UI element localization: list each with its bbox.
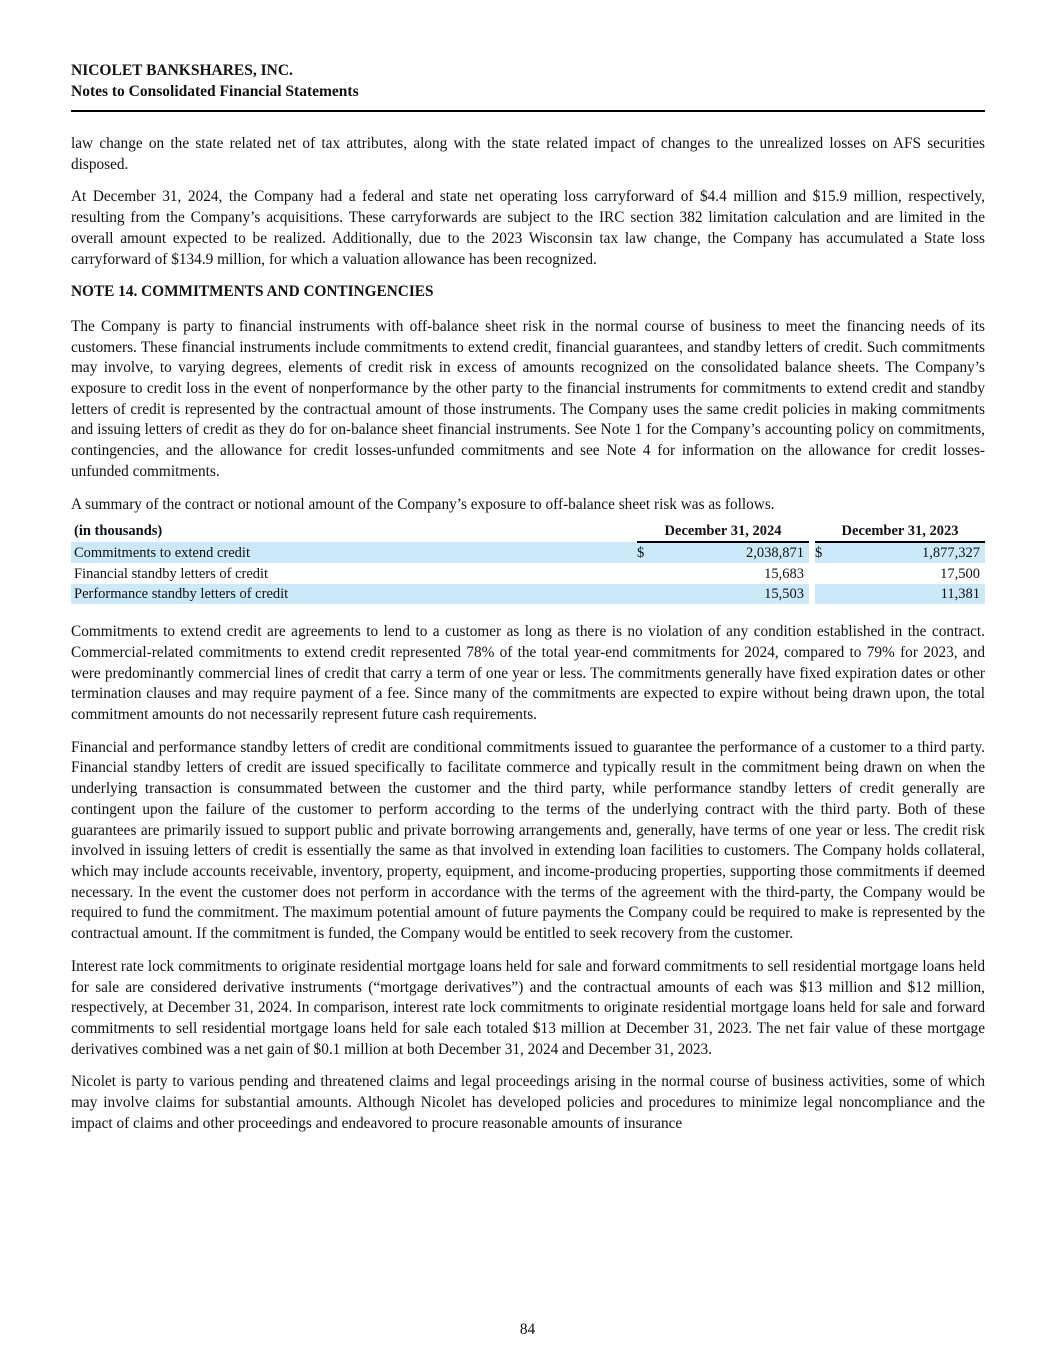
page-number: 84 [519, 1321, 536, 1338]
table-header-label: (in thousands) [74, 523, 163, 539]
value-2024: 15,683 [764, 565, 804, 582]
table-row [71, 563, 985, 584]
paragraph: law change on the state related net of tax attributes, along with the state related impact of changes to the unrealized losses on AFS securities disposed. [71, 135, 985, 173]
currency-symbol [637, 584, 655, 605]
currency-symbol [815, 563, 833, 584]
paragraph: Commitments to extend credit are agreements to lend to a customer as long as there is no violation of any condition established in the contract. Commercial-related commitments to extend credit represented 78% of the total year-end commitments for 2024, compared to 79% for 2023, and were predominantly commercial lines of credit that carry a term of one year or less. The commitments generally have fixed expiration dates or other termination clauses and may require payment of a fee. Since many of the commitments are expected to expire without being drawn upon, the total commitment amounts do not necessarily represent future cash requirements. [71, 623, 985, 724]
header-divider [71, 110, 985, 112]
paragraph: Nicolet is party to various pending and threatened claims and legal proceedings arising in the normal course of business activities, some of which may involve claims for substantial amounts. Although Nicolet has developed policies and procedures to minimize legal noncompliance and the impact of claims and other proceedings and endeavored to procure reasonable amounts of insurance [71, 1073, 985, 1132]
row-label: Performance standby letters of credit [71, 584, 637, 605]
paragraph: Financial and performance standby letters of credit are conditional commitments issued to guarantee the performance of a customer to a third party. Financial standby letters of credit are issued specifically to facilitate commerce and typically result in the commitment being drawn on when the underlying transaction is consummated between the customer and the third party, while performance standby letters of credit generally are contingent upon the failure of the customer to perform according to the terms of the underlying contract with the third party. Both of these guarantees are primarily issued to support public and private borrowing arrangements and, generally, have terms of one year or less. The credit risk involved in issuing letters of credit is essentially the same as that involved in extending loan facilities to customers. The Company holds collateral, which may include accounts receivable, inventory, property, equipment, and income-producing properties, supporting those commitments if deemed necessary. In the event the customer does not perform in accordance with the terms of the agreement with the third-party, the Company would be required to fund the commitment. The maximum potential amount of future payments the Company could be required to make is represented by the contractual amount. If the commitment is funded, the Company would be entitled to seek recovery from the customer. [71, 738, 985, 943]
currency-symbol: $ [637, 542, 655, 564]
value-2024: 2,038,871 [655, 542, 809, 564]
table-row [71, 584, 985, 605]
off-balance-sheet-table [71, 520, 985, 604]
document-subtitle: Notes to Consolidated Financial Statements [71, 83, 359, 100]
page-header [71, 60, 985, 112]
currency-symbol [637, 563, 655, 584]
note-title: NOTE 14. COMMITMENTS AND CONTINGENCIES [71, 283, 434, 301]
document-page [71, 60, 985, 1146]
table-header-2024: December 31, 2024 [637, 520, 809, 542]
value-2023: 1,877,327 [833, 542, 985, 564]
table-row [71, 542, 985, 564]
value-2023: 17,500 [940, 565, 980, 582]
row-label: Commitments to extend credit [71, 542, 637, 564]
company-name: NICOLET BANKSHARES, INC. [71, 62, 293, 79]
table-header-row [71, 520, 985, 542]
currency-symbol: $ [815, 542, 833, 564]
paragraph: Interest rate lock commitments to originate residential mortgage loans held for sale and forward commitments to sell residential mortgage loans held for sale are considered derivative instruments (“mortgage derivatives”) and the contractual amounts of each was $13 million and $12 million, respectively, at December 31, 2024. In comparison, interest rate lock commitments to originate residential mortgage loans held for sale and forward commitments to sell residential mortgage loans held for sale each totaled $13 million at December 31, 2023. The net fair value of these mortgage derivatives combined was a net gain of $0.1 million at both December 31, 2024 and December 31, 2023. [71, 957, 985, 1058]
value-2023: 11,381 [833, 584, 985, 605]
paragraph: The Company is party to financial instruments with off-balance sheet risk in the normal course of business to meet the financing needs of its customers. These financial instruments include commitments to extend credit, financial guarantees, and standby letters of credit. Such commitments may involve, to varying degrees, elements of credit risk in excess of amounts recognized on the consolidated balance sheets. The Company’s exposure to credit loss in the event of nonperformance by the other party to the financial instruments for commitments to extend credit and standby letters of credit is represented by the contractual amount of those instruments. The Company uses the same credit policies in making commitments and issuing letters of credit as they do for on-balance sheet financial instruments. See Note 1 for the Company’s accounting policy on commitments, contingencies, and the allowance for credit losses-unfunded commitments and see Note 4 for information on the allowance for credit losses-unfunded commitments. [71, 317, 985, 480]
paragraph: A summary of the contract or notional amount of the Company’s exposure to off-balance sheet risk was as follows. [71, 495, 775, 513]
row-label: Financial standby letters of credit [74, 565, 269, 582]
paragraph: At December 31, 2024, the Company had a federal and state net operating loss carryforward of $4.4 million and $15.9 million, respectively, resulting from the Company’s acquisitions. These carryforwards are subject to the IRC section 382 limitation calculation and are limited in the overall amount expected to be realized. Additionally, due to the 2023 Wisconsin tax law change, the Company has accumulated a State loss carryforward of $134.9 million, for which a valuation allowance has been recognized. [71, 188, 985, 268]
table-header-2023: December 31, 2023 [815, 520, 985, 542]
value-2024: 15,503 [655, 584, 809, 605]
currency-symbol [815, 584, 833, 605]
